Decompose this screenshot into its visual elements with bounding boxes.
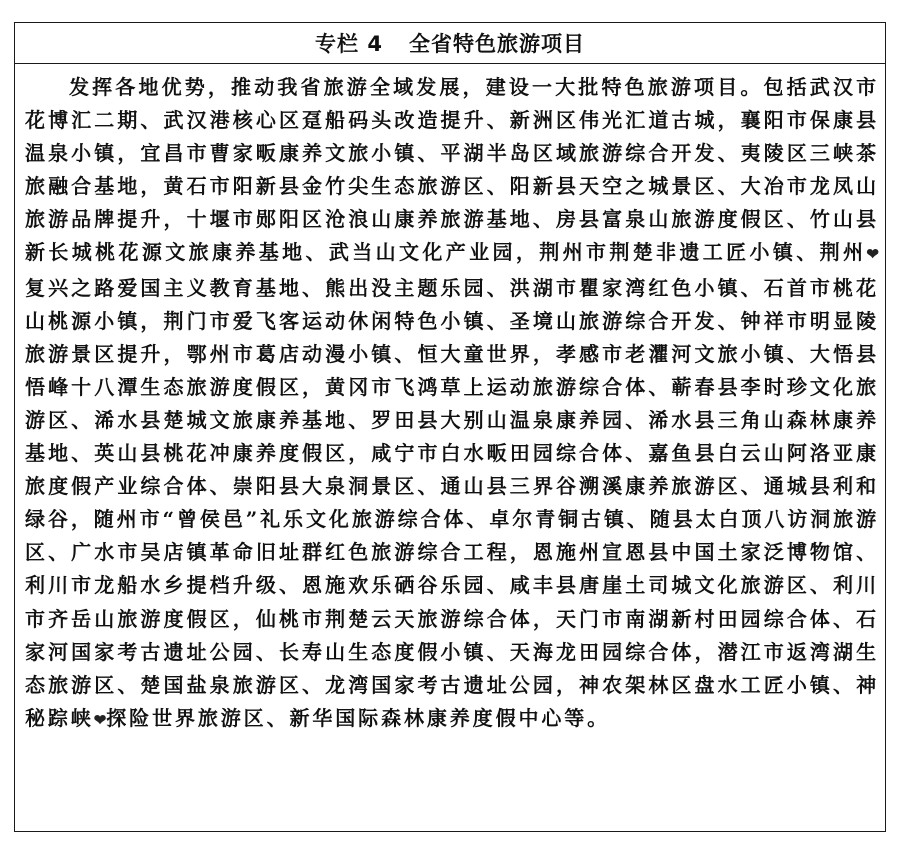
body-text-part-3: 探险世界旅游区、新华国际森林康养度假中心等。 xyxy=(106,705,611,730)
box-title-label: 专栏 4 xyxy=(315,32,383,56)
heart-icon: ❤ xyxy=(866,245,879,264)
heart-icon: ❤ xyxy=(93,710,107,729)
body-text-part-2: 复兴之路爱国主义教育基地、熊出没主题乐园、洪湖市瞿家湾红色小镇、石首市桃花山桃源小镇，荆门市爱飞客运动休闲特色小镇、圣境山旅游综合开发、钟祥市明显陵旅游景区提升，鄂州市葛店动漫小镇、恒大童世界，孝感市老灈河文旅小镇、大悟县悟峰十八潭生态旅游度假区，黄冈市飞鸿草上运动旅游综合体、蕲春县李时珍文化旅游区、浠水县楚城文旅康养基地、罗田县大别山温泉康养园、浠水县三角山森林康养基地、英山县桃花冲康养度假区，咸宁市白水畈田园综合体、嘉鱼县白云山阿洛亚康旅度假产业综合体、崇阳县大泉洞景区、通山县三界谷溯溪康养旅游区、通城县利和绿谷，随州市“曾侯邑”礼乐文化旅游综合体、卓尔青铜古镇、随县太白顶八访洞旅游区、广水市吴店镇革命旧址群红色旅游综合工程，恩施州宣恩县中国土家泛博物馆、利川市龙船水乡提档升级、恩施欢乐硒谷乐园、咸丰县唐崖土司城文化旅游区、利川市齐岳山旅游度假区，仙桃市荆楚云天旅游综合体，天门市南湖新村田园综合体、石家河国家考古遗址公园、长寿山生态度假小镇、天海龙田园综合体，潜江市返湾湖生态旅游区、楚国盐泉旅游区、龙湾国家考古遗址公园，神农架林区盘水工匠小镇、神秘踪峡 xyxy=(25,275,879,730)
body-text-part-1: 发挥各地优势，推动我省旅游全域发展，建设一大批特色旅游项目。包括武汉市花博汇二期、武汉港核心区趸船码头改造提升、新洲区伟光汇道古城，襄阳市保康县温泉小镇，宜昌市曹家畈康养文旅小镇、平湖半岛区域旅游综合开发、夷陵区三峡茶旅融合基地，黄石市阳新县金竹尖生态旅游区、阳新县天空之城景区、大冶市龙凤山旅游品牌提升，十堰市郧阳区沧浪山康养旅游基地、房县富泉山旅游度假区、竹山县新长城桃花源文旅康养基地、武当山文化产业园，荆州市荆楚非遗工匠小镇、荆州 xyxy=(25,75,879,265)
box-title xyxy=(15,23,885,64)
box-title-text: 全省特色旅游项目 xyxy=(408,32,585,56)
feature-box xyxy=(14,22,886,832)
box-body-paragraph xyxy=(25,71,879,737)
